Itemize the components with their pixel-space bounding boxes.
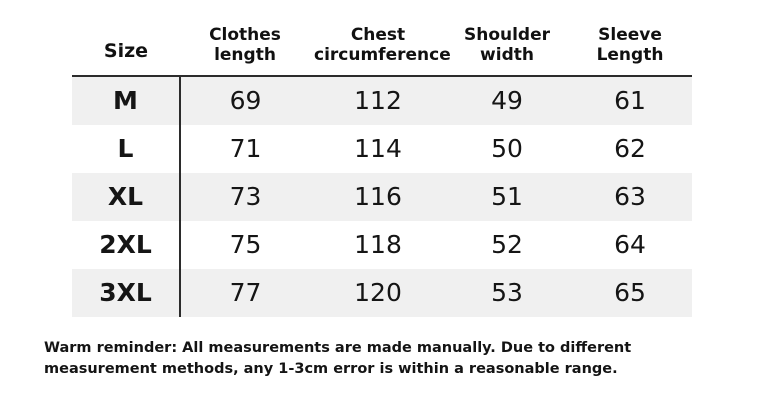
- cell-sleeve: 64: [568, 221, 692, 269]
- table-row: [72, 76, 692, 125]
- column-header-sleeve-length: [568, 24, 692, 76]
- cell-clothes-length: 73: [180, 173, 310, 221]
- column-header-chest-circumference: [310, 24, 451, 76]
- cell-size: 3XL: [72, 269, 180, 317]
- cell-chest: 114: [310, 125, 446, 173]
- column-header-clothes-length-line1: Clothes: [209, 25, 281, 45]
- table-header: [72, 24, 692, 76]
- column-header-sleeve-line1: Sleeve: [598, 25, 662, 45]
- cell-chest: 116: [310, 173, 446, 221]
- cell-sleeve: 62: [568, 125, 692, 173]
- column-header-shoulder-width: [446, 24, 568, 76]
- warm-reminder-note: [44, 338, 734, 380]
- cell-size: XL: [72, 173, 180, 221]
- cell-chest: 118: [310, 221, 446, 269]
- cell-sleeve: 63: [568, 173, 692, 221]
- cell-shoulder: 49: [446, 76, 568, 125]
- table-row: [72, 125, 692, 173]
- cell-sleeve: 61: [568, 76, 692, 125]
- cell-shoulder: 52: [446, 221, 568, 269]
- cell-chest: 120: [310, 269, 446, 317]
- cell-shoulder: 50: [446, 125, 568, 173]
- table-row: [72, 221, 692, 269]
- warm-reminder-line-2: measurement methods, any 1-3cm error is within a reasonable range.: [44, 361, 618, 378]
- cell-clothes-length: 77: [180, 269, 310, 317]
- cell-clothes-length: 71: [180, 125, 310, 173]
- column-header-clothes-length-line2: length: [214, 44, 276, 65]
- table-row: [72, 173, 692, 221]
- column-header-sleeve-line2: Length: [596, 44, 664, 65]
- cell-sleeve: 65: [568, 269, 692, 317]
- cell-size: M: [72, 76, 180, 125]
- cell-size: 2XL: [72, 221, 180, 269]
- table-body: [72, 76, 692, 317]
- column-header-shoulder-line1: Shoulder: [463, 25, 551, 45]
- cell-clothes-length: 69: [180, 76, 310, 125]
- column-header-chest-line1: Chest: [350, 25, 406, 45]
- table-row: [72, 269, 692, 317]
- cell-shoulder: 51: [446, 173, 568, 221]
- cell-chest: 112: [310, 76, 446, 125]
- size-chart-table: [72, 24, 692, 317]
- table-header-row: [72, 24, 692, 76]
- warm-reminder-line-1: Warm reminder: All measurements are made manually. Due to different: [44, 340, 632, 356]
- cell-clothes-length: 75: [180, 221, 310, 269]
- column-header-shoulder-line2: width: [480, 44, 534, 65]
- column-header-size: Size: [72, 24, 180, 76]
- cell-size: L: [72, 125, 180, 173]
- cell-shoulder: 53: [446, 269, 568, 317]
- column-header-clothes-length: [180, 24, 310, 76]
- column-header-chest-line2: circumference: [314, 44, 451, 65]
